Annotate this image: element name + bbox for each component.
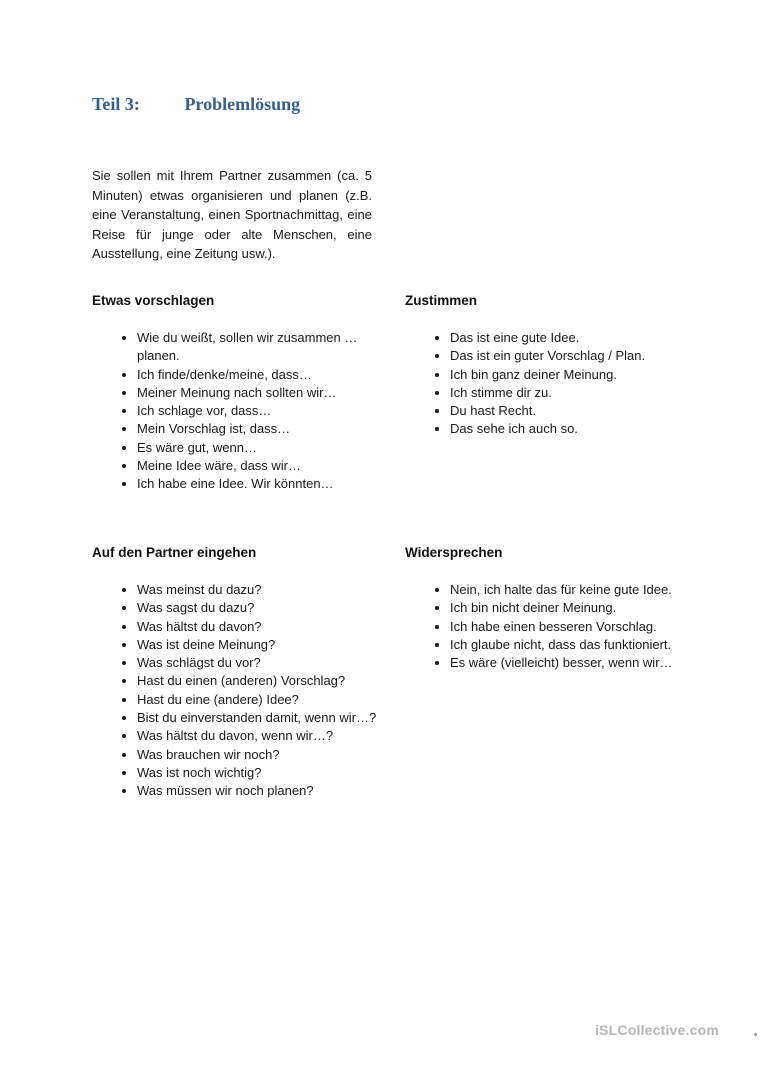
list-item: • Was hältst du davon? (137, 618, 392, 636)
list-item: • Ich habe einen besseren Vorschlag. (450, 618, 735, 636)
list-item: • Was schlägst du vor? (137, 654, 392, 672)
list-item: • Was brauchen wir noch? (137, 746, 392, 764)
list-item: • Das ist ein guter Vorschlag / Plan. (450, 347, 735, 365)
list-item: • Es wäre gut, wenn… (137, 439, 392, 457)
intro-paragraph: Sie sollen mit Ihrem Partner zusammen (ca. 5 Minuten) etwas organisieren und planen (z.B. eine Veranstaltung, einen Sportnachmittag, eine Reise für junge oder alte Menschen, eine Ausstellung, eine Zeitung usw.). (92, 168, 372, 262)
list-item: • Was sagst du dazu? (137, 599, 392, 617)
list-widersprechen (405, 581, 735, 672)
list-item: • Du hast Recht. (450, 402, 735, 420)
list-item: • Mein Vorschlag ist, dass… (137, 420, 392, 438)
list-item: • Was hältst du davon, wenn wir…? (137, 727, 392, 745)
page-edge-dot (754, 1033, 757, 1036)
section-heading-etwas-vorschlagen: Etwas vorschlagen (92, 293, 215, 308)
list-item: • Es wäre (vielleicht) besser, wenn wir… (450, 654, 735, 672)
list-item: • Ich habe eine Idee. Wir könnten… (137, 475, 392, 493)
list-item: • Was ist deine Meinung? (137, 636, 392, 654)
list-item: • Ich glaube nicht, dass das funktioniert. (450, 636, 735, 654)
list-item: • Hast du eine (andere) Idee? (137, 691, 392, 709)
list-item: • Was müssen wir noch planen? (137, 782, 392, 800)
list-item: • Ich bin nicht deiner Meinung. (450, 599, 735, 617)
list-item: • Was meinst du dazu? (137, 581, 392, 599)
list-item: • Bist du einverstanden damit, wenn wir…? (137, 709, 392, 727)
list-item: • Ich bin ganz deiner Meinung. (450, 366, 735, 384)
list-item: • Meine Idee wäre, dass wir… (137, 457, 392, 475)
list-item: • Hast du einen (anderen) Vorschlag? (137, 672, 392, 690)
list-item: • Was ist noch wichtig? (137, 764, 392, 782)
list-item: • Das sehe ich auch so. (450, 420, 735, 438)
list-auf-den-partner-eingehen (92, 581, 392, 801)
list-item: • Ich schlage vor, dass… (137, 402, 392, 420)
list-item: • Ich finde/denke/meine, dass… (137, 366, 392, 384)
list-item: • Nein, ich halte das für keine gute Idee. (450, 581, 735, 599)
section-heading-widersprechen: Widersprechen (405, 545, 503, 560)
list-etwas-vorschlagen (92, 329, 392, 494)
section-heading-auf-den-partner-eingehen: Auf den Partner eingehen (92, 545, 257, 560)
page-title (92, 94, 300, 115)
page-title-text: Problemlösung (184, 94, 301, 114)
islcollective-watermark: iSLCollective.com (595, 1022, 719, 1038)
section-heading-zustimmen: Zustimmen (405, 293, 478, 308)
list-item: • Ich stimme dir zu. (450, 384, 735, 402)
list-item: • Wie du weißt, sollen wir zusammen … planen. (137, 329, 392, 366)
list-zustimmen (405, 329, 735, 439)
page-title-part: Teil 3: (92, 94, 140, 114)
list-item: • Das ist eine gute Idee. (450, 329, 735, 347)
list-item: • Meiner Meinung nach sollten wir… (137, 384, 392, 402)
